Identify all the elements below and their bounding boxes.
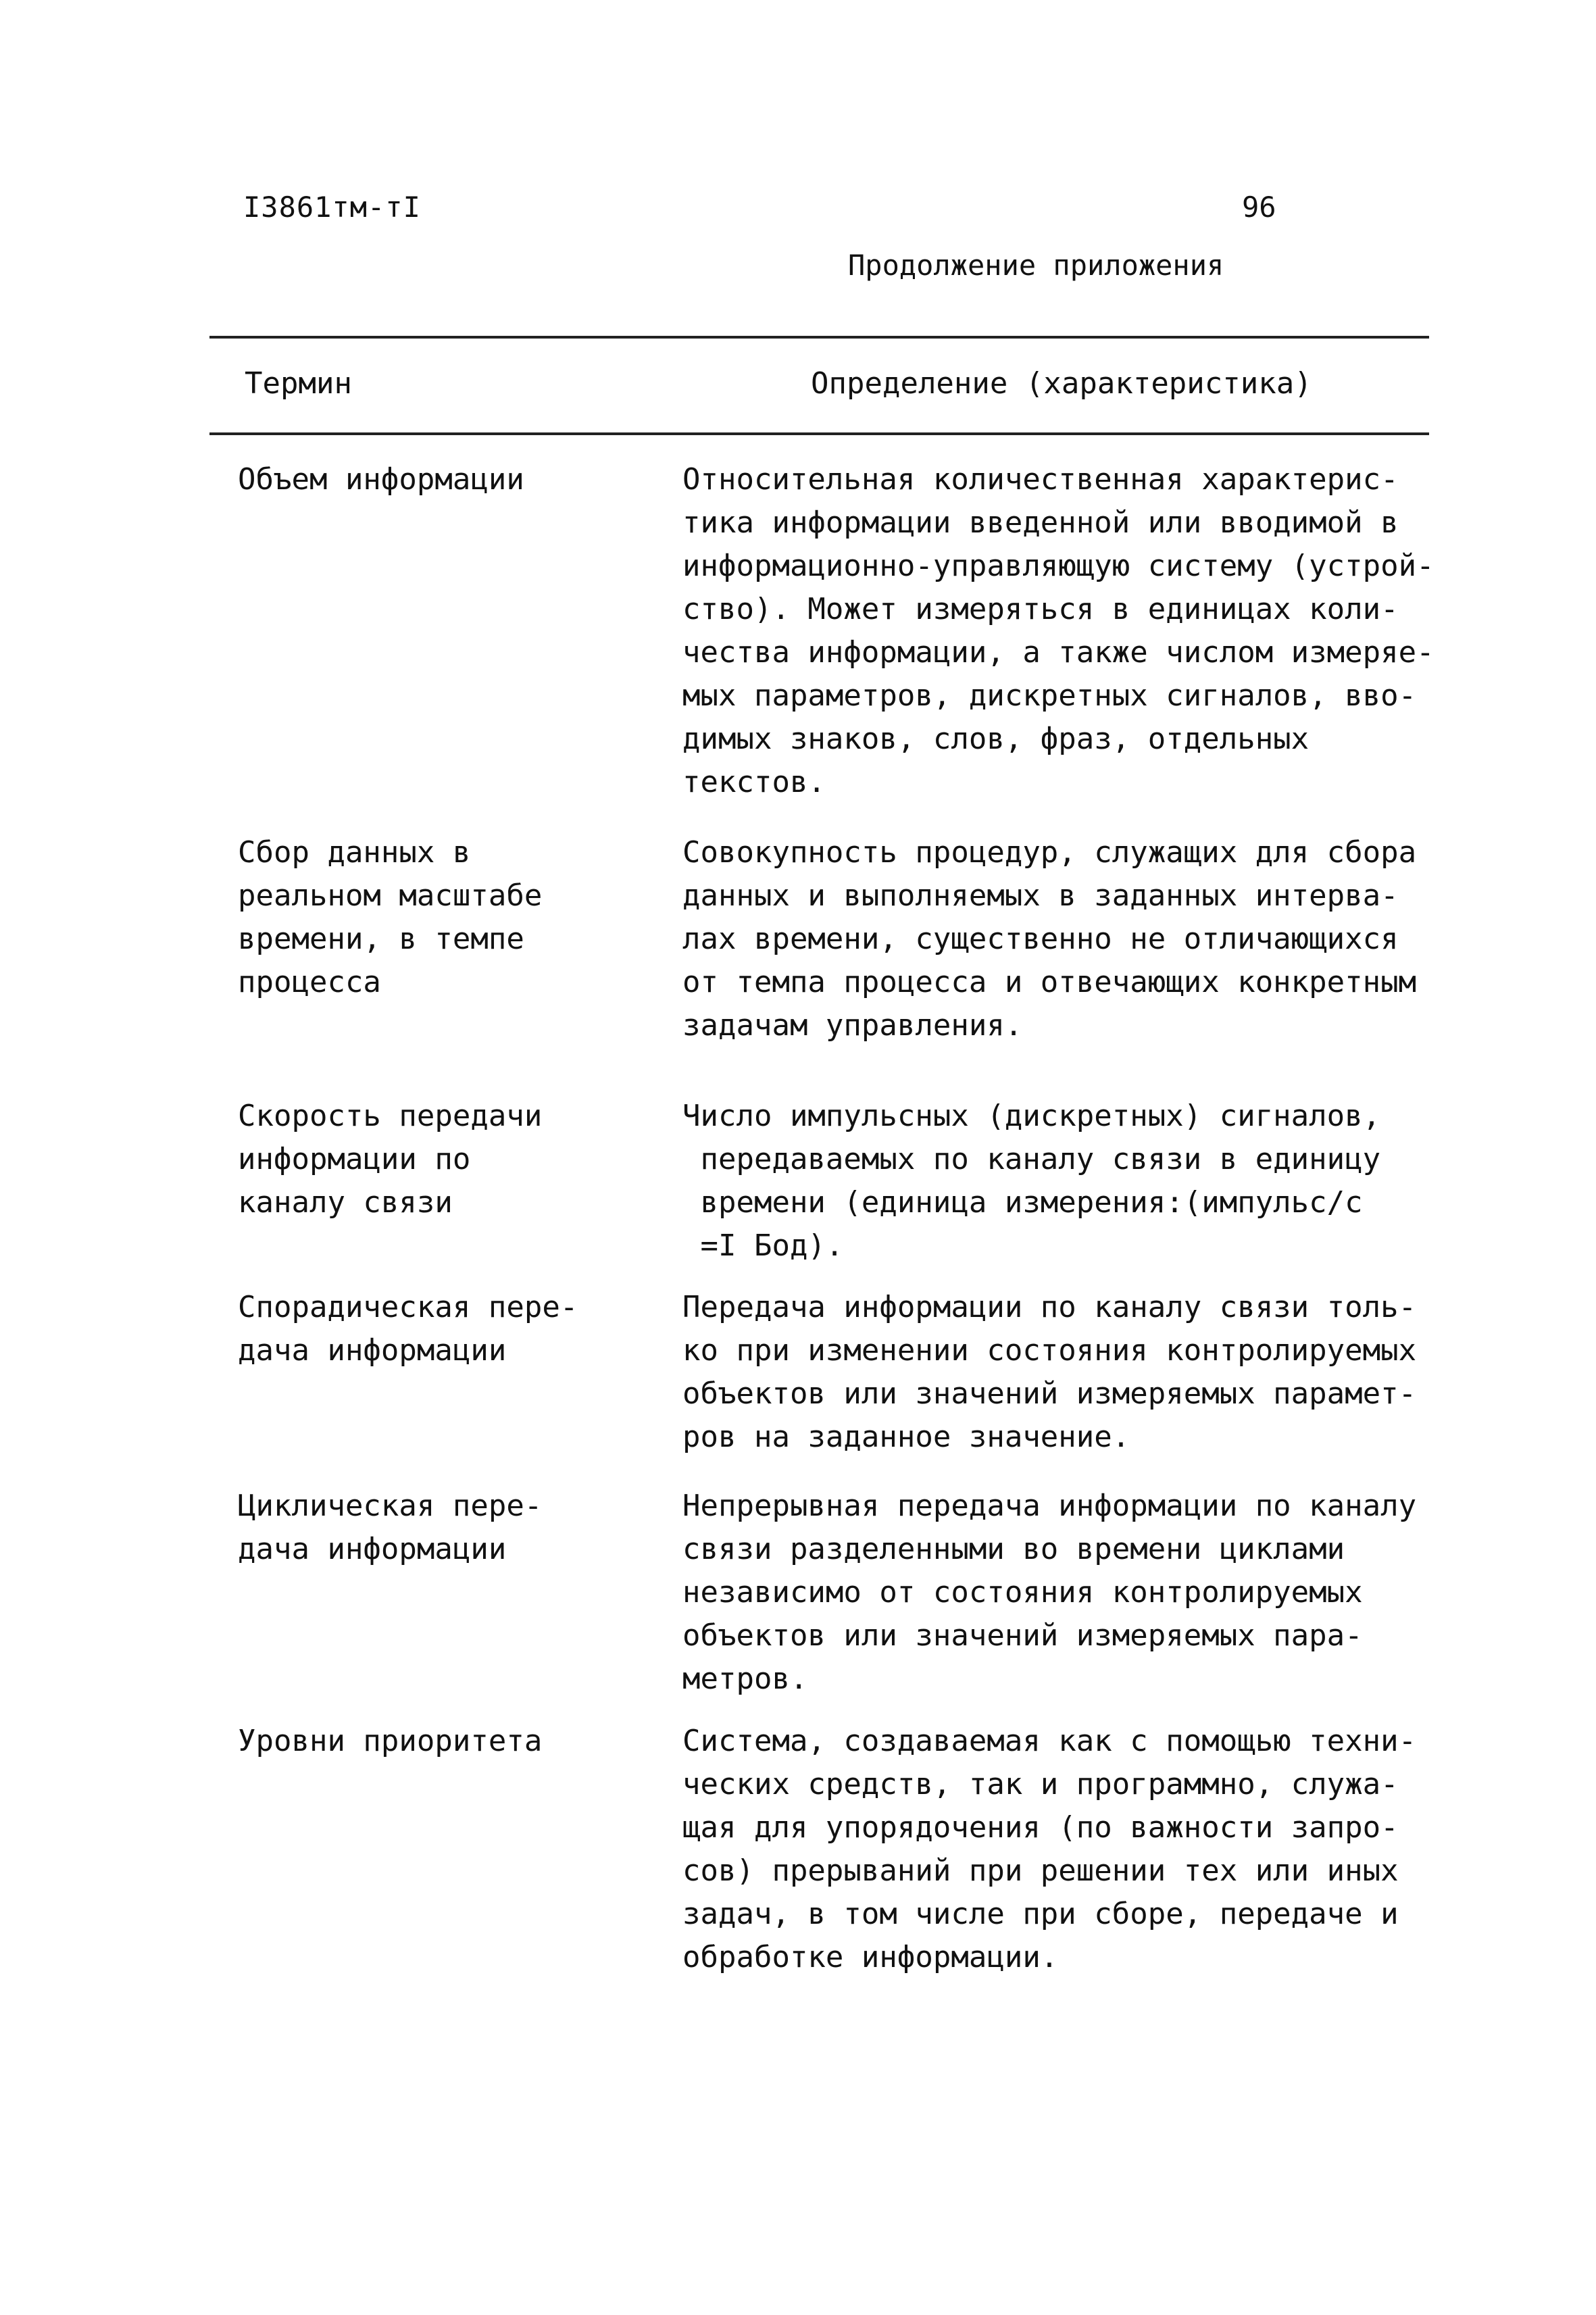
table-header-rule (209, 432, 1429, 435)
definition-cell: Совокупность процедур, служащих для сбора данных и выполняемых в заданных интерва- лах времени, существенно не отличающихся от темпа процесса и отвечающих конкретным задачам управления. (682, 835, 1417, 1043)
term-cell: Спорадическая пере- дача информации (238, 1290, 578, 1368)
column-header-term: Термин (245, 366, 352, 401)
definition-cell: Число импульсных (дискретных) сигналов, передаваемых по каналу связи в единицу времени (единица измерения:(импульс/с =I Бод). (682, 1099, 1381, 1263)
term-cell: Циклическая пере- дача информации (238, 1489, 543, 1566)
document-code: I3861тм-тI (243, 191, 421, 224)
definition-cell: Система, создаваемая как с помощью техни- ческих средств, так и программно, служа- щая для упорядочения (по важности запро- сов) прерываний при решении тех или иных задач, в том числе при сборе, передаче и обработке информации. (682, 1724, 1417, 1974)
definition-cell: Непрерывная передача информации по каналу связи разделенными во времени циклами независимо от состояния контролируемых объектов или значений измеряемых пара- метров. (682, 1489, 1417, 1696)
column-header-definition: Определение (характеристика) (811, 366, 1312, 401)
term-cell: Уровни приоритета (238, 1724, 543, 1758)
page-number: 96 (1242, 191, 1276, 224)
definition-cell: Относительная количественная характерис- тика информации введенной или вводимой в информационно-управляющую систему (устрой- ство). Может измеряться в единицах коли- чества информации, а также числом измеряе- мых параметров, дискретных сигналов, вво- димых знаков, слов, фраз, отдельных текстов. (682, 462, 1435, 799)
page-caption: Продолжение приложения (848, 249, 1224, 282)
table-top-rule (209, 336, 1429, 339)
term-cell: Объем информации (238, 462, 524, 497)
definition-cell: Передача информации по каналу связи толь- ко при изменении состояния контролируемых объектов или значений измеряемых парамет- ров на заданное значение. (682, 1290, 1417, 1454)
term-cell: Сбор данных в реальном масштабе времени, в темпе процесса (238, 835, 543, 999)
term-cell: Скорость передачи информации по каналу связи (238, 1099, 543, 1220)
